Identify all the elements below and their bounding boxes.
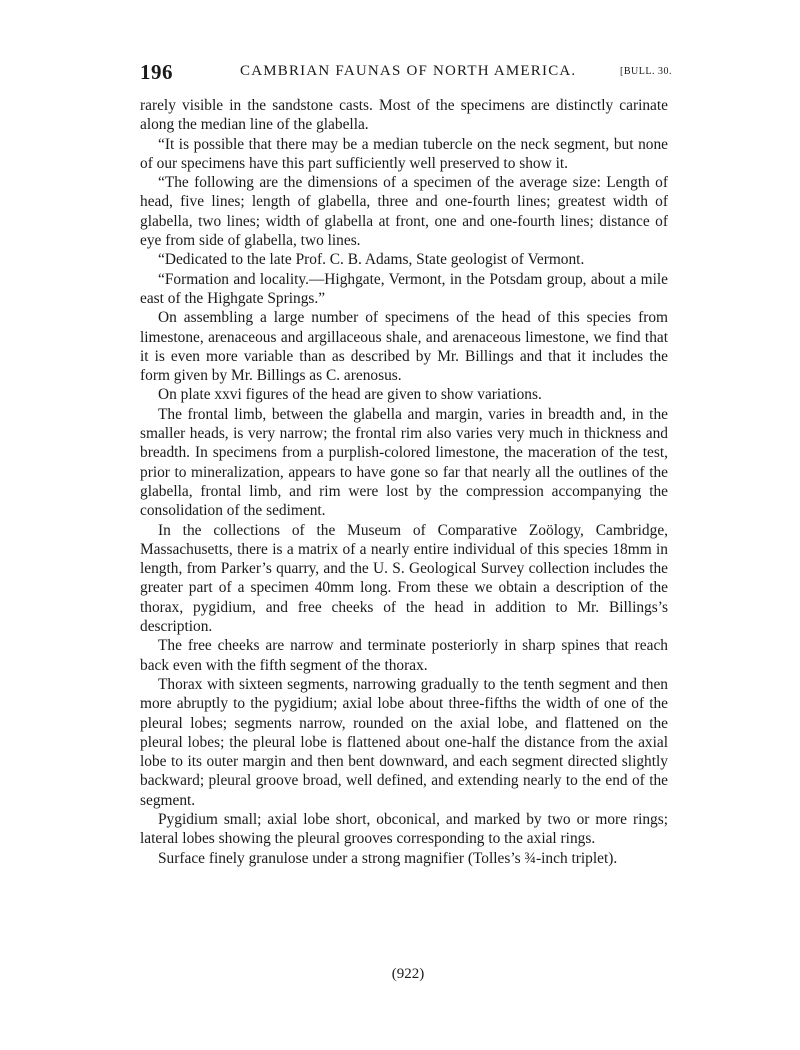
paragraph: On plate xxvi figures of the head are given to show variations. xyxy=(158,386,542,404)
page-code: (922) xyxy=(391,966,425,982)
paragraph: The frontal limb, between the glabella and margin, varies in breadth and, in the smaller heads, is very narrow; the frontal rim also varies very much in thickness and breadth. In specimens from a purplish-colored limestone, the maceration of the test, prior to mineralization, appears to have gone so far that nearly all the outlines of the glabella, frontal limb, and rim were lost by the compression accompanying the consolidation of the sediment. xyxy=(140,405,668,520)
document-page xyxy=(140,58,672,982)
paragraph: Pygidium small; axial lobe short, obconical, and marked by two or more rings; lateral lobes showing the pleural grooves corresponding to the axial rings. xyxy=(140,810,668,848)
page-number: 196 xyxy=(140,60,173,84)
paragraph: “Dedicated to the late Prof. C. B. Adams, State geologist of Vermont. xyxy=(158,251,585,269)
paragraph: “It is possible that there may be a median tubercle on the neck segment, but none of our specimens have this part sufficiently well preserved to show it. xyxy=(140,135,668,172)
paragraph: On assembling a large number of specimens of the head of this species from limestone, arenaceous and argillaceous shale, and arenaceous limestone, we find that it is even more variable than as described by Mr. Billings and that it includes the form given by Mr. Billings as C. arenosus. xyxy=(140,309,668,385)
paragraph: The free cheeks are narrow and terminate posteriorly in sharp spines that reach back even with the fifth segment of the thorax. xyxy=(140,637,668,674)
page-footer xyxy=(140,966,668,983)
body-text xyxy=(140,96,668,868)
running-title: CAMBRIAN FAUNAS OF NORTH AMERICA. xyxy=(240,63,577,79)
paragraph: Surface finely granulose under a strong magnifier (Tolles’s ¾-inch triplet). xyxy=(158,849,618,867)
paragraph: “The following are the dimensions of a specimen of the average size: Length of head, five lines; length of glabella, three and one-fourth lines; greatest width of glabella, two lines; width of glabella at front, one and one-fourth lines; distance of eye from side of glabella, two lines. xyxy=(140,174,668,250)
paragraph: “Formation and locality.—Highgate, Vermont, in the Potsdam group, about a mile east of the Highgate Springs.” xyxy=(140,270,668,307)
bulletin-reference: [BULL. 30. xyxy=(620,66,672,77)
paragraph: In the collections of the Museum of Comparative Zoölogy, Cambridge, Massachusetts, there is a matrix of a nearly entire individual of this species 18mm in length, from Parker’s quarry, and the U. S. Geological Survey collection includes the greater part of a specimen 40mm long. From these we obtain a description of the thorax, pygidium, and free cheeks of the head in addition to Mr. Billings’s description. xyxy=(140,521,668,636)
paragraph: Thorax with sixteen segments, narrowing gradually to the tenth segment and then more abruptly to the pygidium; axial lobe about three-fifths the width of one of the pleural lobes; segments narrow, rounded on the axial lobe, and flattened on the pleural lobes; the pleural lobe is flattened about one-half the distance from the axial lobe to its outer margin and then bent downward, and each segment directed slightly backward; pleural groove broad, well defined, and extending nearly to the end of the segment. xyxy=(140,675,668,809)
page-header xyxy=(140,58,672,92)
paragraph: rarely visible in the sandstone casts. Most of the specimens are distinctly carinate along the median line of the glabella. xyxy=(140,97,668,134)
